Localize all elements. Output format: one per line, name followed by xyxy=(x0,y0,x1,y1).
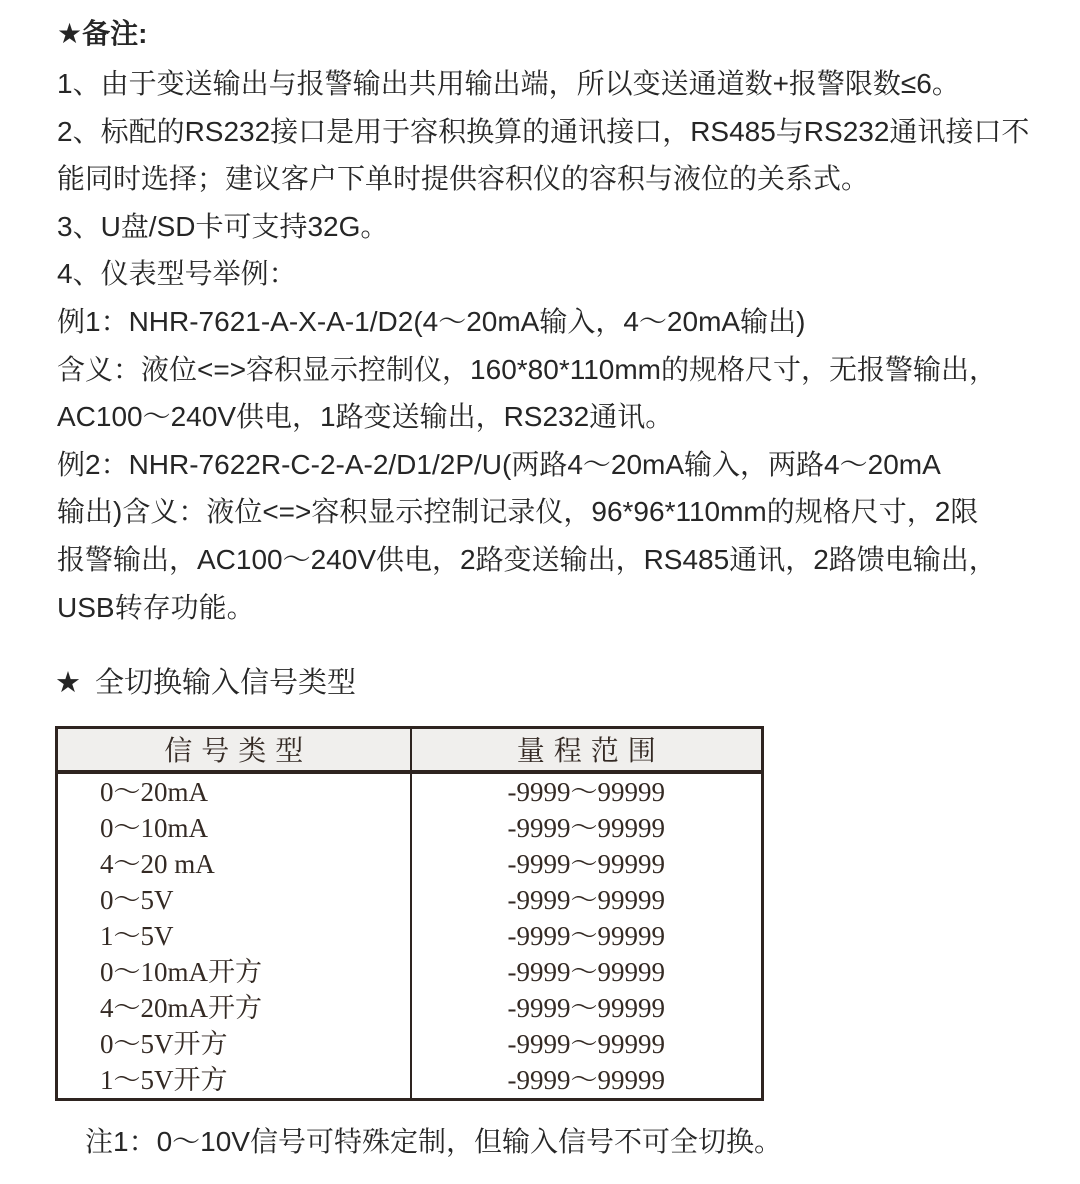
signal-type-cell: 0～10mA xyxy=(100,812,208,843)
table-row xyxy=(57,882,763,918)
table-header-row xyxy=(57,728,763,772)
section-title xyxy=(55,664,356,702)
note-line: 3、U盘/SD卡可支持32G。 xyxy=(57,210,389,242)
range-header: 量程范围 xyxy=(411,728,763,772)
note-line: AC100～240V供电，1路变送输出，RS232通讯。 xyxy=(57,401,674,433)
remarks-section xyxy=(57,16,1060,631)
remarks-title-text: 备注: xyxy=(82,18,148,49)
range-cell: -9999～99999 xyxy=(411,810,763,846)
table-row xyxy=(57,954,763,990)
note-line: USB转存功能。 xyxy=(57,591,255,623)
signal-table xyxy=(55,726,764,1101)
signal-type-cell: 4～20mA开方 xyxy=(100,992,262,1023)
range-cell: -9999～99999 xyxy=(411,954,763,990)
note-line: 1、由于变送输出与报警输出共用输出端，所以变送通道数+报警限数≤6。 xyxy=(57,68,960,99)
footnote: 注1：0～10V信号可特殊定制，但输入信号不可全切换。 xyxy=(85,1126,782,1157)
note-line: 输出)含义：液位<=>容积显示控制记录仪，96*96*110mm的规格尺寸，2限 xyxy=(57,496,979,528)
table-row xyxy=(57,846,763,882)
table-row xyxy=(57,1062,763,1100)
note-line: 2、标配的RS232接口是用于容积换算的通讯接口，RS485与RS232通讯接口不 xyxy=(57,115,1030,147)
range-cell: -9999～99999 xyxy=(411,1062,763,1100)
note-line: 例2：NHR-7622R-C-2-A-2/D1/2P/U(两路4～20mA输入，两路4～20mA xyxy=(57,448,941,480)
range-cell: -9999～99999 xyxy=(411,918,763,954)
signal-type-cell: 1～5V xyxy=(100,920,174,951)
star-icon: ★ xyxy=(57,18,83,49)
range-cell: -9999～99999 xyxy=(411,882,763,918)
section-title-text: 全切换输入信号类型 xyxy=(95,667,357,699)
signal-type-cell: 4～20 mA xyxy=(100,848,215,879)
signal-type-cell: 0～10mA开方 xyxy=(100,956,262,987)
signal-type-cell: 0～5V xyxy=(100,884,174,915)
range-cell: -9999～99999 xyxy=(411,772,763,810)
note-line: 例1：NHR-7621-A-X-A-1/D2(4～20mA输入，4～20mA输出) xyxy=(57,305,806,337)
range-cell: -9999～99999 xyxy=(411,1026,763,1062)
note-line: 能同时选择；建议客户下单时提供容积仪的容积与液位的关系式。 xyxy=(57,163,870,195)
table-row xyxy=(57,810,763,846)
table-row xyxy=(57,1026,763,1062)
star-icon: ★ xyxy=(55,667,81,699)
note-line: 4、仪表型号举例： xyxy=(57,258,297,290)
signal-type-cell: 0～20mA xyxy=(100,776,208,807)
note-line: 含义：液位<=>容积显示控制仪，160*80*110mm的规格尺寸，无报警输出， xyxy=(57,353,997,385)
note-line: 报警输出，AC100～240V供电，2路变送输出，RS485通讯，2路馈电输出， xyxy=(57,543,997,575)
range-cell: -9999～99999 xyxy=(411,846,763,882)
signal-type-cell: 0～5V开方 xyxy=(100,1028,228,1059)
table-row xyxy=(57,772,763,810)
remarks-title xyxy=(57,16,1060,52)
range-cell: -9999～99999 xyxy=(411,990,763,1026)
table-row xyxy=(57,918,763,954)
signal-type-header: 信号类型 xyxy=(57,728,411,772)
table-row xyxy=(57,990,763,1026)
signal-type-cell: 1～5V开方 xyxy=(100,1064,228,1095)
